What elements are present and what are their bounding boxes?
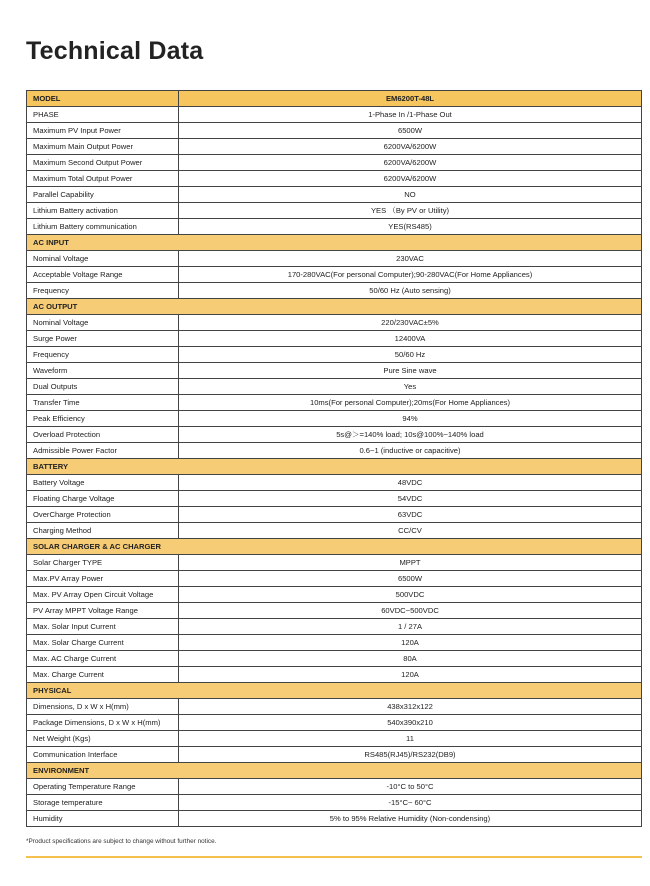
spec-value: 11 <box>179 731 642 747</box>
table-row <box>27 251 642 267</box>
table-row <box>27 427 642 443</box>
spec-label: Lithium Battery activation <box>27 203 179 219</box>
section-title: BATTERY <box>27 459 642 475</box>
table-row <box>27 619 642 635</box>
table-row <box>27 139 642 155</box>
table-row <box>27 363 642 379</box>
spec-label: Floating Charge Voltage <box>27 491 179 507</box>
section-title: ENVIRONMENT <box>27 763 642 779</box>
spec-label: Lithium Battery communication <box>27 219 179 235</box>
spec-label: Humidity <box>27 811 179 827</box>
spec-label: Max. Solar Input Current <box>27 619 179 635</box>
spec-value: 10ms(For personal Computer);20ms(For Home Appliances) <box>179 395 642 411</box>
spec-label: Nominal Voltage <box>27 315 179 331</box>
spec-label: PHASE <box>27 107 179 123</box>
table-row <box>27 603 642 619</box>
spec-label: Max. Solar Charge Current <box>27 635 179 651</box>
spec-label: OverCharge Protection <box>27 507 179 523</box>
section-header-row <box>27 299 642 315</box>
table-row <box>27 635 642 651</box>
spec-label: Storage temperature <box>27 795 179 811</box>
spec-value: 80A <box>179 651 642 667</box>
table-row <box>27 171 642 187</box>
spec-value: CC/CV <box>179 523 642 539</box>
section-title: PHYSICAL <box>27 683 642 699</box>
spec-label: Surge Power <box>27 331 179 347</box>
spec-label: PV Array MPPT Voltage Range <box>27 603 179 619</box>
table-row <box>27 219 642 235</box>
spec-value: 0.6~1 (inductive or capacitive) <box>179 443 642 459</box>
spec-value: YES （By PV or Utility) <box>179 203 642 219</box>
spec-label: Frequency <box>27 347 179 363</box>
spec-label: Max. PV Array Open Circuit Voltage <box>27 587 179 603</box>
spec-value: 1 / 27A <box>179 619 642 635</box>
table-row <box>27 651 642 667</box>
spec-value: 54VDC <box>179 491 642 507</box>
spec-value: 6200VA/6200W <box>179 155 642 171</box>
table-row <box>27 411 642 427</box>
spec-label: Peak Efficiency <box>27 411 179 427</box>
table-row <box>27 203 642 219</box>
table-row <box>27 123 642 139</box>
table-row <box>27 667 642 683</box>
table-row <box>27 507 642 523</box>
spec-value: -15°C~ 60°C <box>179 795 642 811</box>
table-row <box>27 587 642 603</box>
spec-label: Admissible Power Factor <box>27 443 179 459</box>
table-row <box>27 187 642 203</box>
table-header-row <box>27 91 642 107</box>
spec-label: Frequency <box>27 283 179 299</box>
spec-value: RS485(RJ45)/RS232(DB9) <box>179 747 642 763</box>
spec-value: 1-Phase In /1-Phase Out <box>179 107 642 123</box>
spec-label: Communication Interface <box>27 747 179 763</box>
table-row <box>27 155 642 171</box>
spec-label: Waveform <box>27 363 179 379</box>
spec-value: Pure Sine wave <box>179 363 642 379</box>
spec-value: 6500W <box>179 123 642 139</box>
section-header-row <box>27 459 642 475</box>
spec-value: 438x312x122 <box>179 699 642 715</box>
section-header-row <box>27 763 642 779</box>
spec-table <box>26 90 642 827</box>
spec-value: 170-280VAC(For personal Computer);90-280VAC(For Home Appliances) <box>179 267 642 283</box>
spec-label: Acceptable Voltage Range <box>27 267 179 283</box>
spec-value: 5s@＞=140% load; 10s@100%~140% load <box>179 427 642 443</box>
spec-value: 500VDC <box>179 587 642 603</box>
table-row <box>27 523 642 539</box>
section-header-row <box>27 235 642 251</box>
table-row <box>27 795 642 811</box>
table-row <box>27 331 642 347</box>
spec-value: 120A <box>179 667 642 683</box>
table-row <box>27 715 642 731</box>
spec-label: Net Weight (Kgs) <box>27 731 179 747</box>
table-row <box>27 347 642 363</box>
table-row <box>27 555 642 571</box>
spec-label: Maximum Second Output Power <box>27 155 179 171</box>
table-row <box>27 811 642 827</box>
spec-label: Overload Protection <box>27 427 179 443</box>
table-row <box>27 571 642 587</box>
spec-value: 230VAC <box>179 251 642 267</box>
table-row <box>27 491 642 507</box>
header-label: MODEL <box>27 91 179 107</box>
spec-value: MPPT <box>179 555 642 571</box>
section-header-row <box>27 539 642 555</box>
spec-value: 120A <box>179 635 642 651</box>
spec-value: 220/230VAC±5% <box>179 315 642 331</box>
spec-value: 63VDC <box>179 507 642 523</box>
section-title: AC OUTPUT <box>27 299 642 315</box>
table-row <box>27 779 642 795</box>
spec-label: Package Dimensions, D x W x H(mm) <box>27 715 179 731</box>
spec-label: Maximum Main Output Power <box>27 139 179 155</box>
header-model: EM6200T-48L <box>179 91 642 107</box>
spec-value: 540x390x210 <box>179 715 642 731</box>
spec-value: 50/60 Hz <box>179 347 642 363</box>
table-row <box>27 443 642 459</box>
table-row <box>27 283 642 299</box>
table-row <box>27 395 642 411</box>
section-title: AC INPUT <box>27 235 642 251</box>
spec-label: Parallel Capability <box>27 187 179 203</box>
spec-value: YES(RS485) <box>179 219 642 235</box>
spec-value: 6200VA/6200W <box>179 139 642 155</box>
spec-value: -10°C to 50°C <box>179 779 642 795</box>
spec-label: Max. Charge Current <box>27 667 179 683</box>
spec-label: Battery Voltage <box>27 475 179 491</box>
spec-label: Dual Outputs <box>27 379 179 395</box>
spec-label: Charging Method <box>27 523 179 539</box>
spec-label: Transfer Time <box>27 395 179 411</box>
spec-label: Operating Temperature Range <box>27 779 179 795</box>
table-row <box>27 107 642 123</box>
spec-value: 48VDC <box>179 475 642 491</box>
spec-value: Yes <box>179 379 642 395</box>
spec-label: Max. AC Charge Current <box>27 651 179 667</box>
page-title: Technical Data <box>26 37 204 65</box>
spec-value: 6200VA/6200W <box>179 171 642 187</box>
spec-label: Nominal Voltage <box>27 251 179 267</box>
section-header-row <box>27 683 642 699</box>
table-row <box>27 267 642 283</box>
footnote: *Product specifications are subject to change without further notice. <box>26 838 217 845</box>
spec-value: 60VDC~500VDC <box>179 603 642 619</box>
section-title: SOLAR CHARGER & AC CHARGER <box>27 539 642 555</box>
spec-label: Solar Charger TYPE <box>27 555 179 571</box>
spec-value: 12400VA <box>179 331 642 347</box>
spec-value: 50/60 Hz (Auto sensing) <box>179 283 642 299</box>
spec-value: NO <box>179 187 642 203</box>
table-row <box>27 475 642 491</box>
spec-label: Max.PV Array Power <box>27 571 179 587</box>
spec-value: 94% <box>179 411 642 427</box>
table-row <box>27 315 642 331</box>
spec-value: 6500W <box>179 571 642 587</box>
table-row <box>27 699 642 715</box>
spec-label: Maximum PV Input Power <box>27 123 179 139</box>
table-row <box>27 747 642 763</box>
table-row <box>27 379 642 395</box>
spec-label: Dimensions, D x W x H(mm) <box>27 699 179 715</box>
table-row <box>27 731 642 747</box>
footer-rule <box>26 856 642 858</box>
spec-value: 5% to 95% Relative Humidity (Non-condensing) <box>179 811 642 827</box>
spec-label: Maximum Total Output Power <box>27 171 179 187</box>
